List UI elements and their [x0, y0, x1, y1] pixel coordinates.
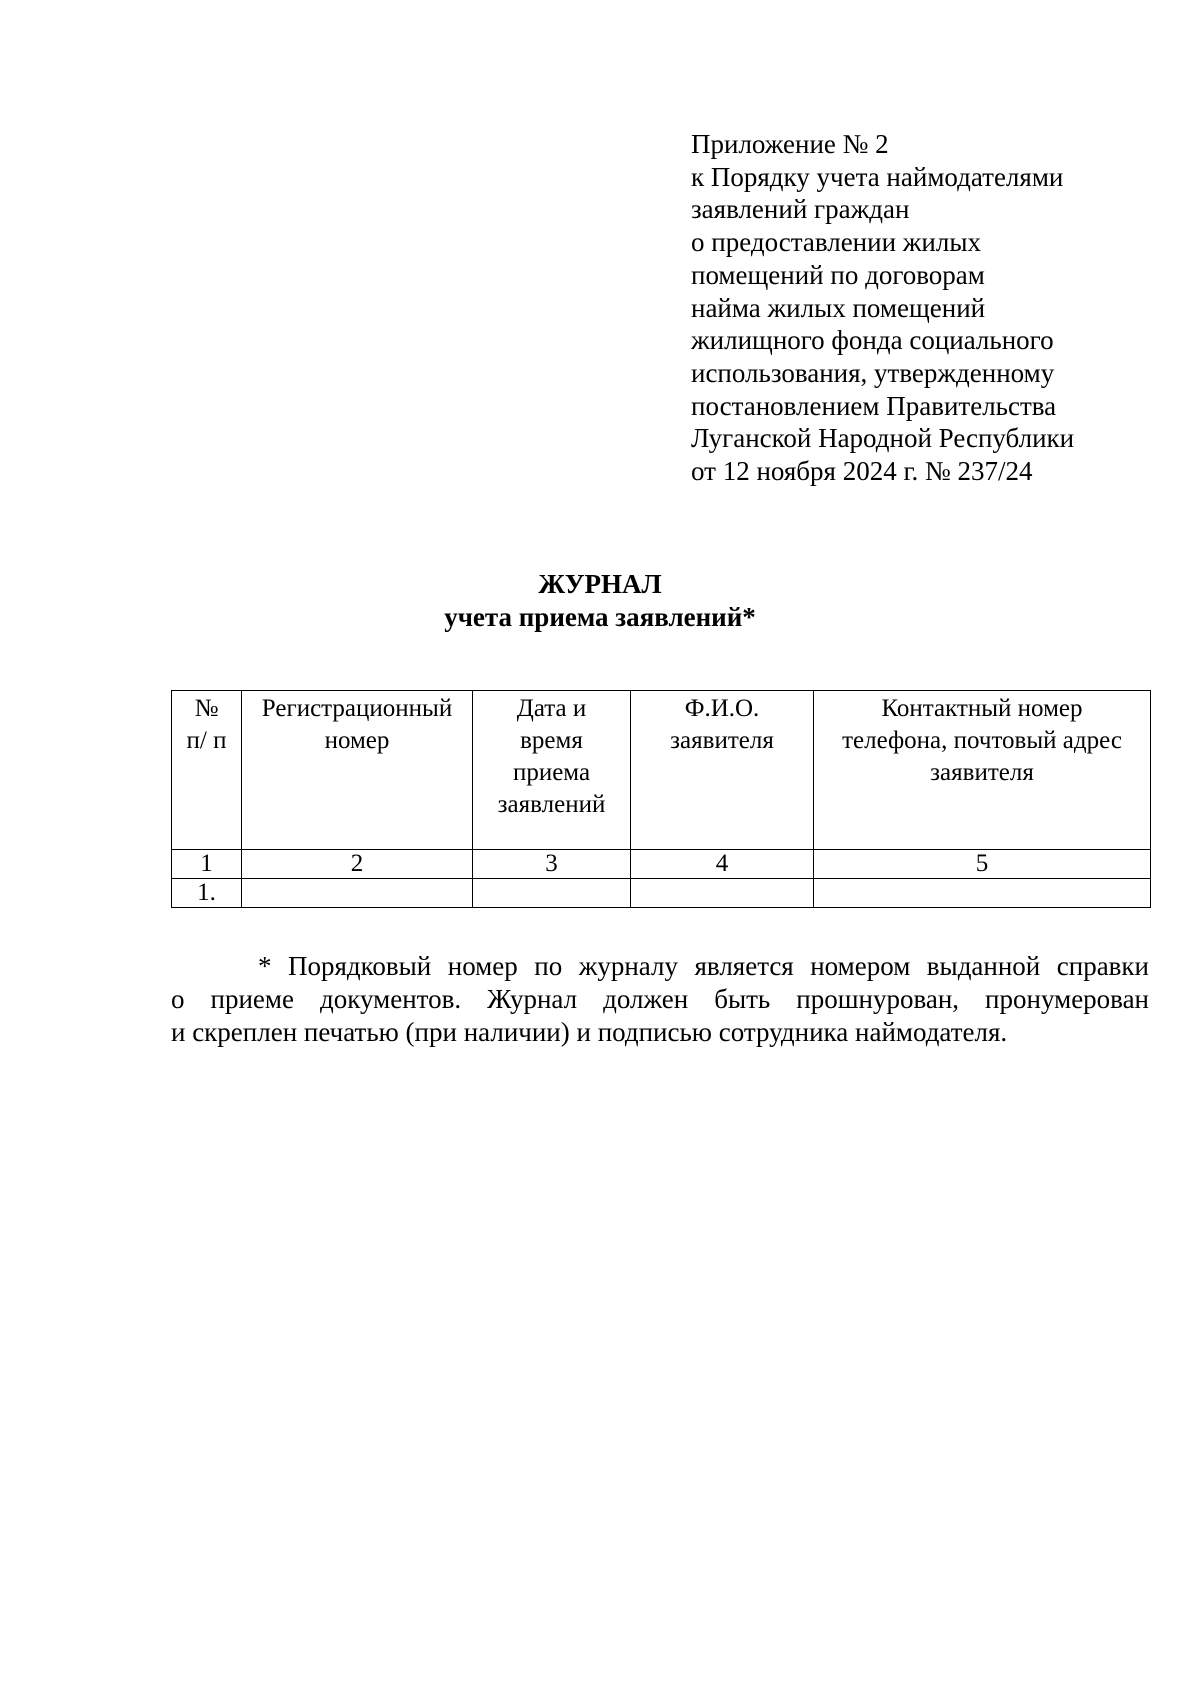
table-cell [473, 879, 631, 908]
table-cell [814, 879, 1151, 908]
header-cell-contacts [814, 691, 1151, 850]
header-text: заявлений [497, 791, 606, 818]
appendix-line: к Порядку учета наймодателями [691, 161, 1064, 192]
header-text: заявителя [930, 759, 1034, 786]
table-cell [631, 879, 814, 908]
appendix-line: жилищного фонда социального [691, 325, 1054, 356]
header-text: заявителя [670, 727, 774, 754]
footnote-line: * Порядковый номер по журналу является номером выданной справки [258, 951, 1149, 981]
header-text: Контактный номер [881, 695, 1083, 722]
header-text: номер [324, 727, 390, 754]
appendix-line: постановлением Правительства [691, 390, 1057, 421]
appendix-block [691, 128, 1151, 488]
header-text: приема [512, 759, 591, 786]
header-cell-applicant-name [631, 691, 814, 850]
title-main: ЖУРНАЛ [538, 569, 662, 599]
header-text: телефона, почтовый адрес [842, 727, 1122, 754]
footnote-line: о приеме документов. Журнал должен быть прошнурован, пронумерован [171, 984, 1149, 1014]
header-cell-registration [242, 691, 473, 850]
column-number-cell: 5 [814, 850, 1151, 879]
header-cell-datetime [473, 691, 631, 850]
header-text: № [194, 695, 219, 722]
header-cell-number [172, 691, 242, 850]
table-header-row [172, 691, 1151, 850]
appendix-line: от 12 ноября 2024 г. № 237/24 [691, 456, 1033, 487]
footnote-line: и скреплен печатью (при наличии) и подписью сотрудника наймодателя. [171, 1017, 1008, 1047]
header-text: Ф.И.О. [684, 695, 760, 722]
footnote [171, 950, 1149, 1049]
column-number-cell: 1 [172, 850, 242, 879]
column-number-row [172, 850, 1151, 879]
table-cell: 1. [172, 879, 242, 908]
title-subtitle: учета приема заявлений* [444, 602, 756, 632]
journal-table [171, 690, 1151, 908]
appendix-line: помещений по договорам [691, 259, 985, 290]
document-title [0, 568, 1200, 634]
appendix-line: о предоставлении жилых [691, 227, 981, 258]
appendix-line: Приложение № 2 [691, 129, 889, 159]
appendix-line: найма жилых помещений [691, 292, 986, 323]
column-number-cell: 2 [242, 850, 473, 879]
column-number-cell: 3 [473, 850, 631, 879]
appendix-line: заявлений граждан [691, 194, 910, 225]
header-text: Регистрационный [261, 695, 453, 722]
header-text: Дата и [516, 695, 587, 722]
column-number-cell: 4 [631, 850, 814, 879]
appendix-line: использования, утвержденному [691, 357, 1055, 388]
appendix-line: Луганской Народной Республики [691, 423, 1075, 454]
table-cell [242, 879, 473, 908]
table-row [172, 879, 1151, 908]
header-text: п/ п [186, 727, 227, 754]
header-text: время [520, 727, 583, 754]
